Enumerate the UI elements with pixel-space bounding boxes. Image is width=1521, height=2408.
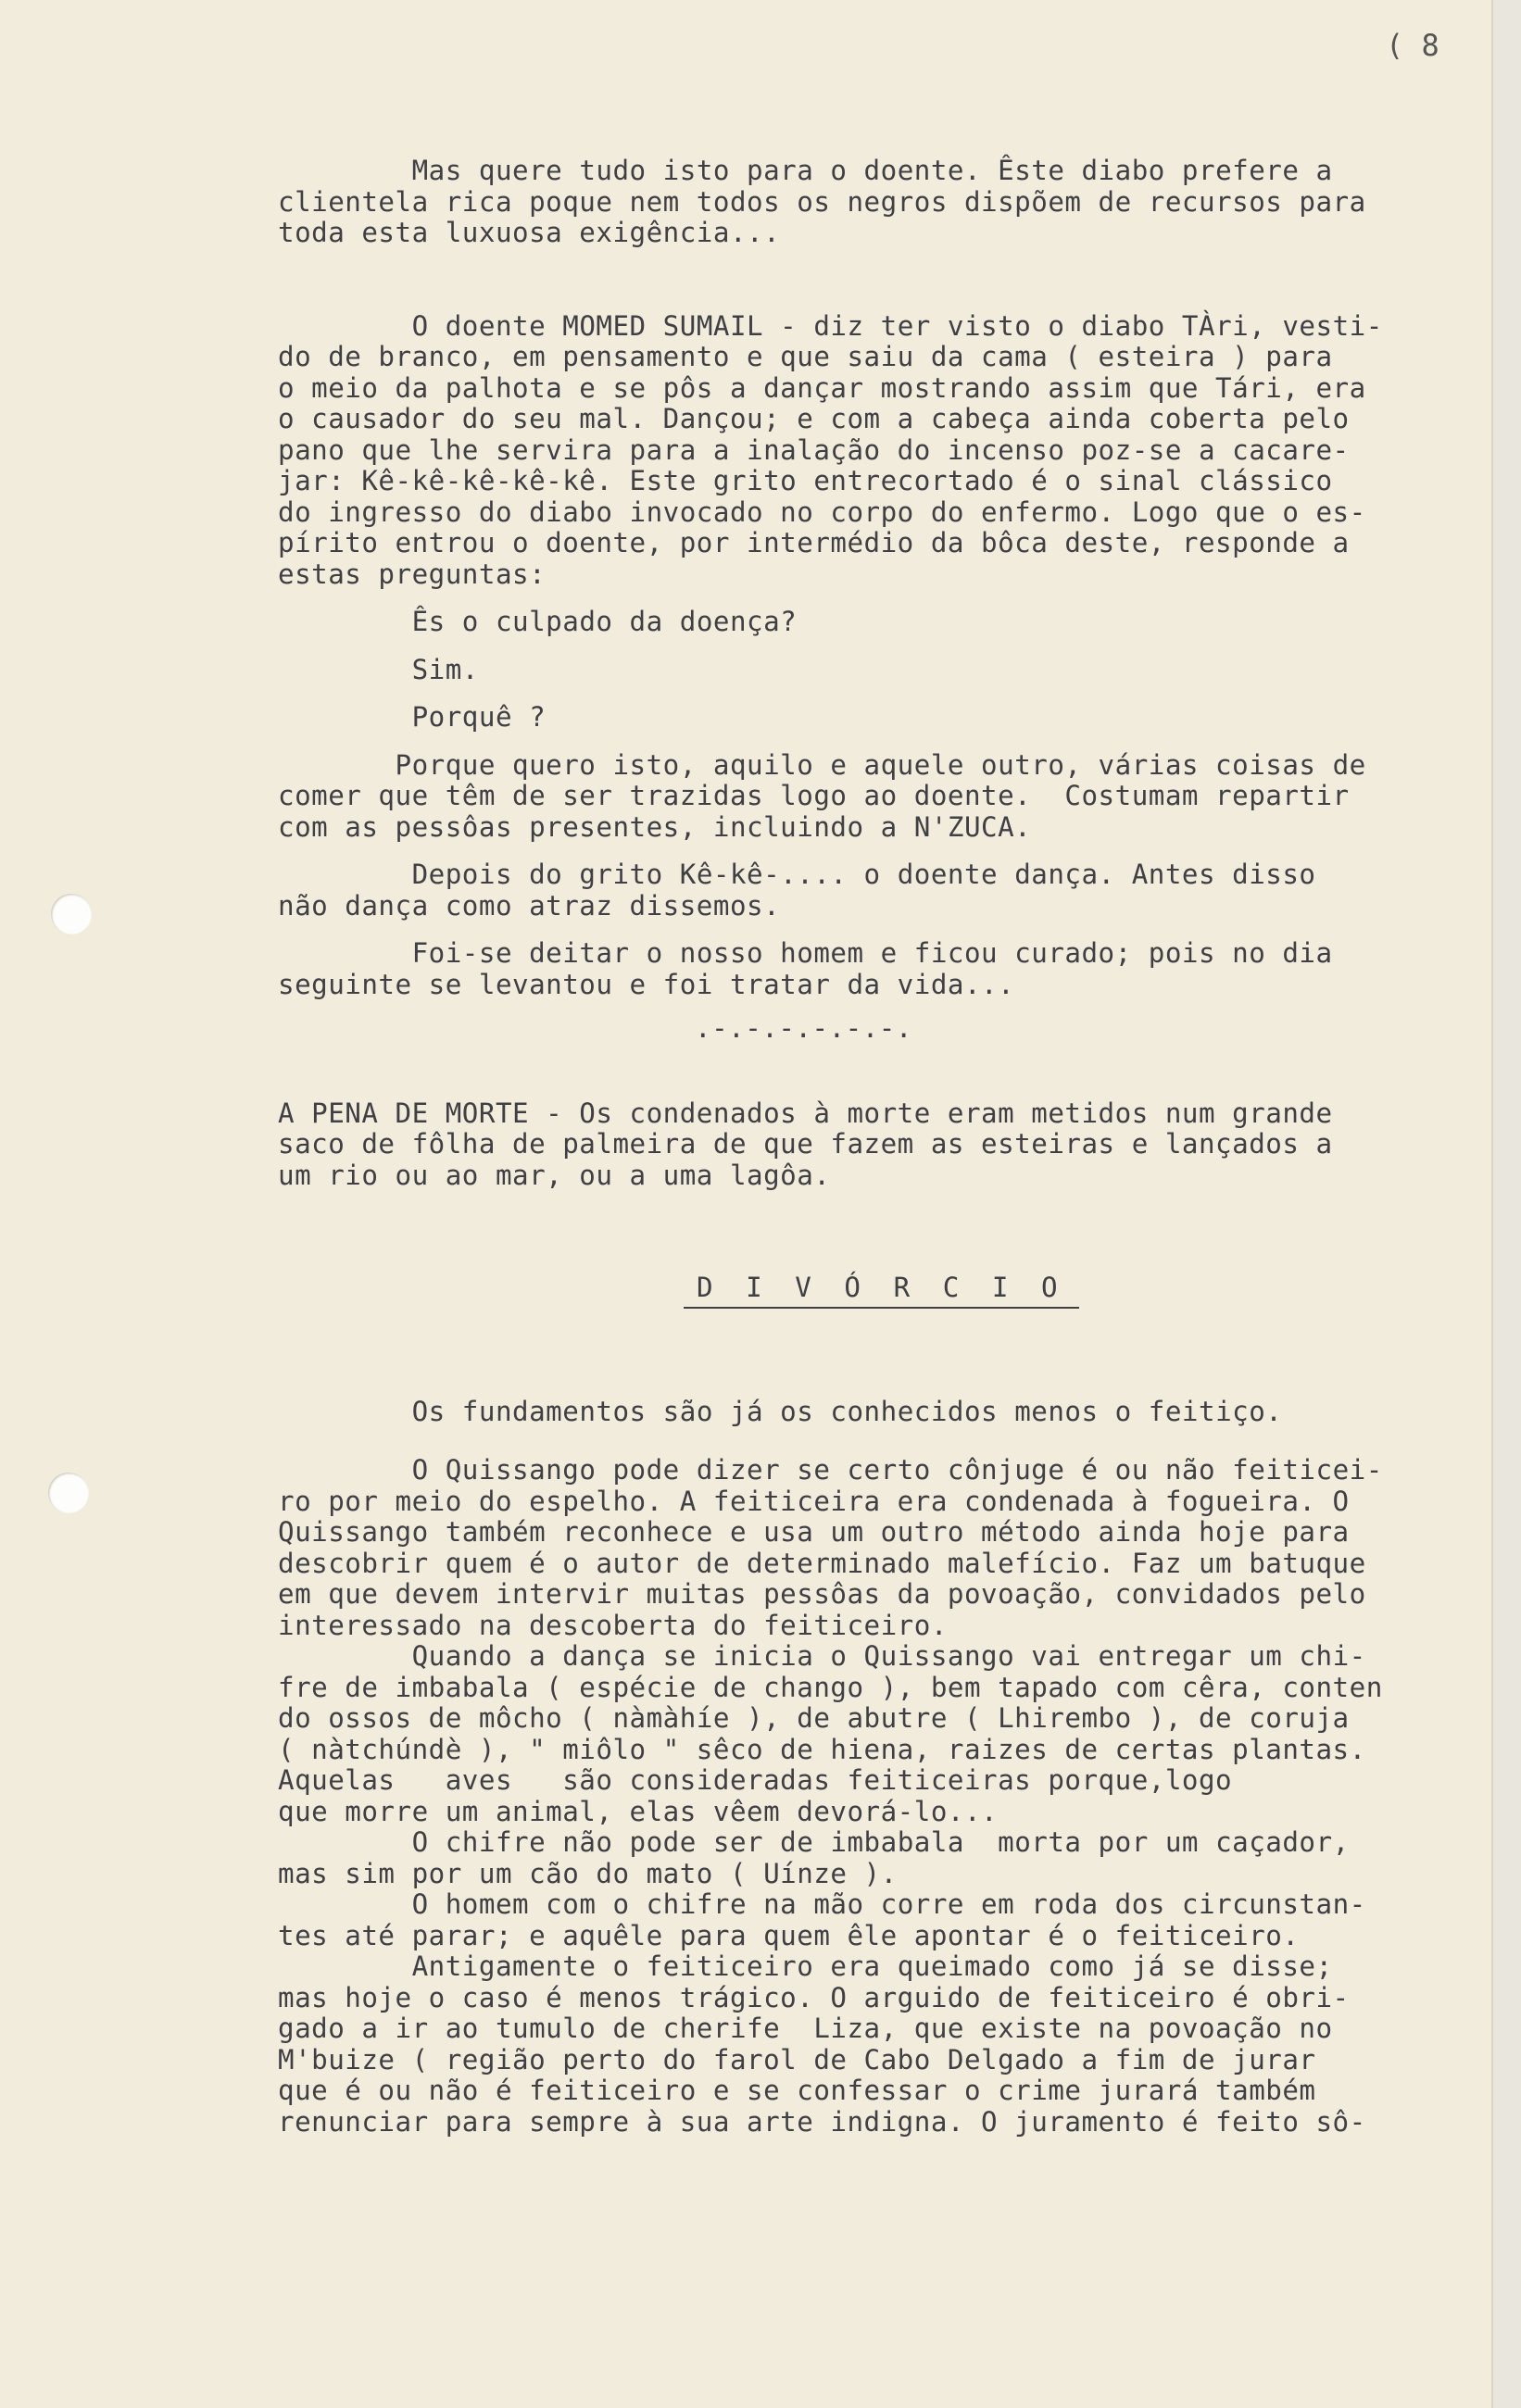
punch-hole-top: [51, 894, 92, 934]
paragraph-dance: Depois do grito Kê-kê-.... o doente dança. Antes disso não dança como atraz dissemos.: [278, 859, 1316, 922]
divorcio-intro: Os fundamentos são já os conhecidos menos o feitiço.: [278, 1395, 1283, 1427]
question-2: Porquê ?: [278, 701, 547, 733]
punch-hole-bottom: [48, 1473, 89, 1513]
answer-2: Porque quero isto, aquilo e aquele outro, várias coisas de comer que têm de ser trazidas logo ao doente. Costumam repartir com as pessôas presentes, incluindo a N'ZUCA.: [278, 748, 1366, 843]
section-title: [278, 1273, 1491, 1304]
page-number: ( 8: [1386, 28, 1439, 63]
pena-de-morte: A PENA DE MORTE - Os condenados à morte eram metidos num grande saco de fôlha de palmeira de que fazem as esteiras e lançados a um rio ou ao mar, ou a uma lagôa.: [278, 1097, 1333, 1191]
paragraph-1: Mas quere tudo isto para o doente. Êste diabo prefere a clientela rica poque nem todos os negros dispõem de recursos para toda esta luxuosa exigência...: [278, 155, 1366, 248]
page-edge: [1493, 0, 1521, 2408]
paragraph-2: O doente MOMED SUMAIL - diz ter visto o diabo TÀri, vesti- do de branco, em pensamento e que saiu da cama ( esteira ) para o meio da palhota e se pôs a dançar mostrando assim que Tári, era o causador do seu mal. Dançou; e com a cabeça ainda coberta pelo pano que lhe servira para a inalação do incenso poz-se a cacare- jar: Kê-kê-kê-kê-kê. Este grito entrecortado é o sinal clássico do ingresso do diabo invocado no corpo do enfermo. Logo que o es- pírito entrou o doente, por intermédio da bôca deste, responde a estas preguntas:: [278, 309, 1383, 590]
document-body: [278, 156, 1491, 2138]
section-title-text: D I V Ó R C I O: [684, 1272, 1079, 1309]
paragraph-cured: Foi-se deitar o nosso homem e ficou curado; pois no dia seguinte se levantou e foi tratar da vida...: [278, 937, 1333, 1000]
divorcio-body: O Quissango pode dizer se certo cônjuge é ou não feiticei- ro por meio do espelho. A feiticeira era condenada à fogueira. O Quissango também reconhece e usa um outro método ainda hoje para descobrir quem é o autor de determinado malefício. Faz um batuque em que devem intervir muitas pessôas da povoação, convidados pelo interessado na descoberta do feiticeiro. Quando a dança se inicia o Quissango vai entregar um chi- fre de imbabala ( espécie de chango ), bem tapado com cêra, conten do ossos de môcho ( nàmàhíe ), de abutre ( Lhirembo ), de coruja ( nàtchúndè ), " miôlo " sêco de hiena, raizes de certas plantas. Aquelas aves são consideradas feiticeiras porque,logo que morre um animal, elas vêem devorá-lo... O chifre não pode ser de imbabala morta por um caçador, mas sim por um cão do mato ( Uínze ). O homem com o chifre na mão corre em roda dos circunstan- tes até parar; e aquêle para quem êle apontar é o feiticeiro. Antigamente o feiticeiro era queimado como já se disse; mas hoje o caso é menos trágico. O arguido de feiticeiro é obri- gado a ir ao tumulo de cherife Liza, que existe na povoação no M'buize ( região perto do farol de Cabo Delgado a fim de jurar que é ou não é feiticeiro e se confessar o crime jurará também renunciar para sempre à sua arte indigna. O juramento é feito sô-: [278, 1454, 1383, 2138]
answer-1: Sim.: [278, 653, 479, 685]
separator: .-.-.-.-.-.-.: [695, 1012, 912, 1044]
question-1: Ês o culpado da doença?: [278, 606, 798, 637]
